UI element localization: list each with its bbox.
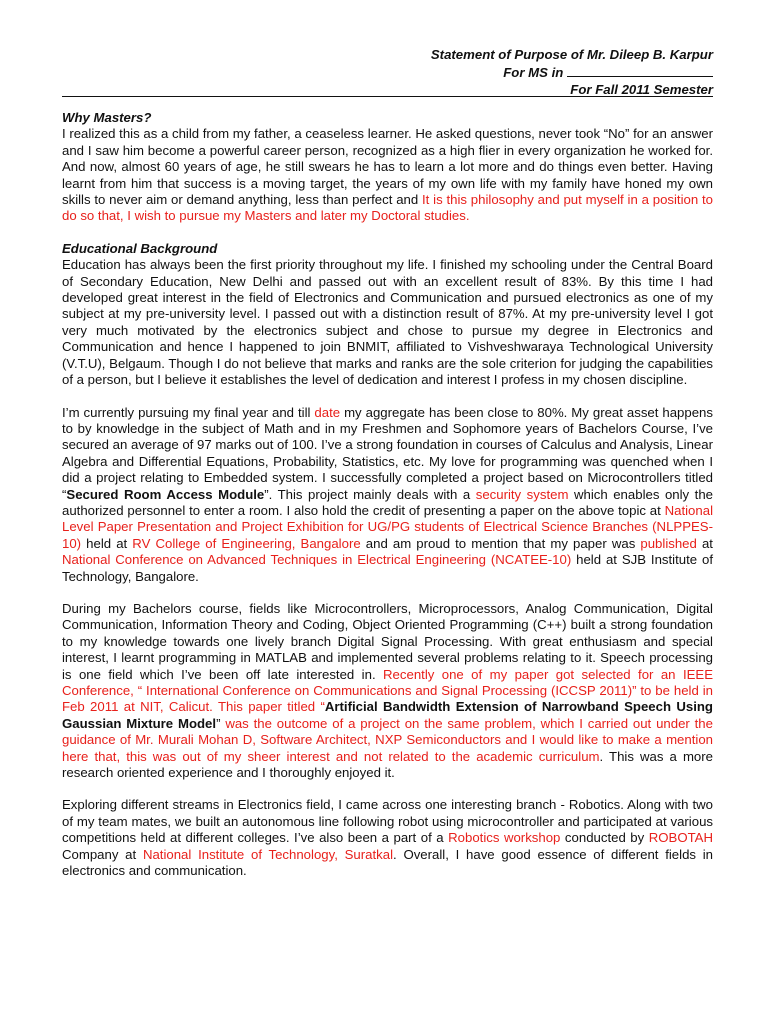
header-ms-line [431, 63, 713, 81]
text-run: at [696, 535, 713, 551]
text-run: . Overall, I have good essence of different fields in electronics and communication. [62, 846, 714, 879]
heading-educational-background: Educational Background [62, 240, 218, 256]
highlight-date: date [314, 404, 341, 420]
header-title: Statement of Purpose of Mr. Dileep B. Karpur [430, 47, 713, 62]
text-run: . This was a more research oriented experience and I thoroughly enjoyed it. [62, 748, 713, 781]
paragraph-education: Education has always been the first priority throughout my life. I finished my schooling under the Central Board of Secondary Education, New Delhi and passed out with an excellent result of 83%. By this time I had developed great interest in the field of Electronics and Communication and pursued electronics as one of my subject at my pre-university level. I passed out with a distinction result of 87%. At my pre-university level I got very much motivated by the electronics subject and chose to pursue my degree in Electronics and Communication and hence I happened to join BNMIT, affiliated to Vishveshwaraya Technological University (V.T.U), Belgaum. Though I do not believe that marks and ranks are the sole criterion for judging the capabilities of a person, but I believe it establishes the level of dedication and interest I profess in my chosen discipline. [62, 257, 713, 388]
text-run: Company at [62, 846, 143, 862]
highlight-robotah: ROBOTAH [648, 830, 713, 846]
heading-why-masters: Why Masters? [62, 110, 152, 125]
highlight-nlppes: National Level Paper Presentation and Project Exhibition for UG/PG students of Electrical Science Branches (NLPPES-10) [62, 502, 713, 551]
text-run: I’m currently pursuing my final year and till [62, 404, 315, 420]
highlight-nit-suratkal: National Institute of Technology, Suratkal [142, 846, 394, 862]
text-run: held at [81, 535, 133, 551]
highlight-rv-college: RV College of Engineering, Bangalore [132, 535, 361, 551]
text-run: ” [216, 715, 221, 731]
highlight-run: It is this philosophy and put myself in a position to do so that, I wish to pursue my Masters and later my Doctoral studies. [62, 192, 713, 224]
highlight-iccsp: Recently one of my paper got selected for an IEEE Conference, “ International Conference on Communications and Signal Processing (ICCSP 2011)” to be held in Feb 2011 at NIT, Calicut. This paper titled “ [62, 666, 713, 715]
header-ms-label: For MS in [503, 65, 564, 80]
paragraph-final-year [62, 405, 713, 585]
text-run: held at SJB Institute of Technology, Bangalore. [62, 552, 713, 584]
paper-title: Artificial Bandwidth Extension of Narrowband Speech Using Gaussian Mixture Model [62, 699, 713, 731]
highlight-project-outcome: was the outcome of a project on the same problem, which I carried out under the guidance of Mr. Murali Mohan D, Software Architect, NXP Semiconductors and I would like to make a mention here that, this was out of my sheer interest and not related to the academic curriculum [62, 715, 713, 764]
header-rule [62, 96, 713, 97]
text-run: ”. This project mainly deals with a [264, 486, 476, 502]
paragraph-why-masters [62, 126, 713, 224]
highlight-published: published [640, 535, 697, 551]
highlight-robotics-workshop: Robotics workshop [448, 830, 561, 846]
text-run: I realized this as a child from my father, a ceaseless learner. He asked questions, never took “No” for an answer and I saw him become a powerful career person, recognized as a high flier in every organization he worked for. And now, almost 60 years of age, he still swears he has to learn a lot more and do things even better. Having learnt from him that success is a moving target, the years of my own life with my family have honed my own skills to never aim or demand anything, less than perfect and [62, 126, 713, 208]
paragraph-bachelors-course [62, 601, 713, 781]
document-header [431, 46, 713, 98]
project-title: Secured Room Access Module [66, 486, 265, 502]
text-run: which enables only the authorized personnel to enter a room. I also hold the credit of presenting a paper on the above topic at [62, 486, 714, 518]
header-blank-field [567, 63, 713, 77]
text-run: my aggregate has been close to 80%. My great asset happens to by knowledge in the subject of Math and in my Freshmen and Sophomore years of Bachelors Course, I’ve secured an average of 97 marks out of 100. I’ve a strong foundation in courses of Calculus and Analysis, Linear Algebra and Differential Equations, Probability, Statistics, etc. My love for programming was quenched when I did a project relating to Embedded system. I successfully completed a project based on Microcontrollers titled “ [62, 404, 713, 502]
text-run: and am proud to mention that my paper was [360, 535, 641, 551]
header-semester: For Fall 2011 Semester [570, 82, 713, 97]
paragraph-robotics [62, 797, 713, 879]
text-run: During my Bachelors course, fields like Microcontrollers, Microprocessors, Analog Communication, Digital Communication, Information Theory and Coding, Object Oriented Programming (C++) built a strong foundation to my knowledge towards one lively branch Digital Signal Processing. With great enthusiasm and special interest, I learnt programming in MATLAB and implemented several problems relating to it. Speech processing is one field which I’ve been off late interested in. [62, 600, 713, 682]
highlight-security-system: security system [475, 486, 569, 502]
document-body [62, 110, 713, 895]
text-run: conducted by [560, 830, 649, 846]
highlight-ncatee: National Conference on Advanced Techniques in Electrical Engineering (NCATEE-10) [62, 552, 572, 568]
text-run: Exploring different streams in Electronics field, I came across one interesting branch - Robotics. Along with two of my team mates, we built an autonomous line following robot using microcontroller and participated at various competitions held at different colleges. I’ve also been a part of a [62, 797, 713, 846]
